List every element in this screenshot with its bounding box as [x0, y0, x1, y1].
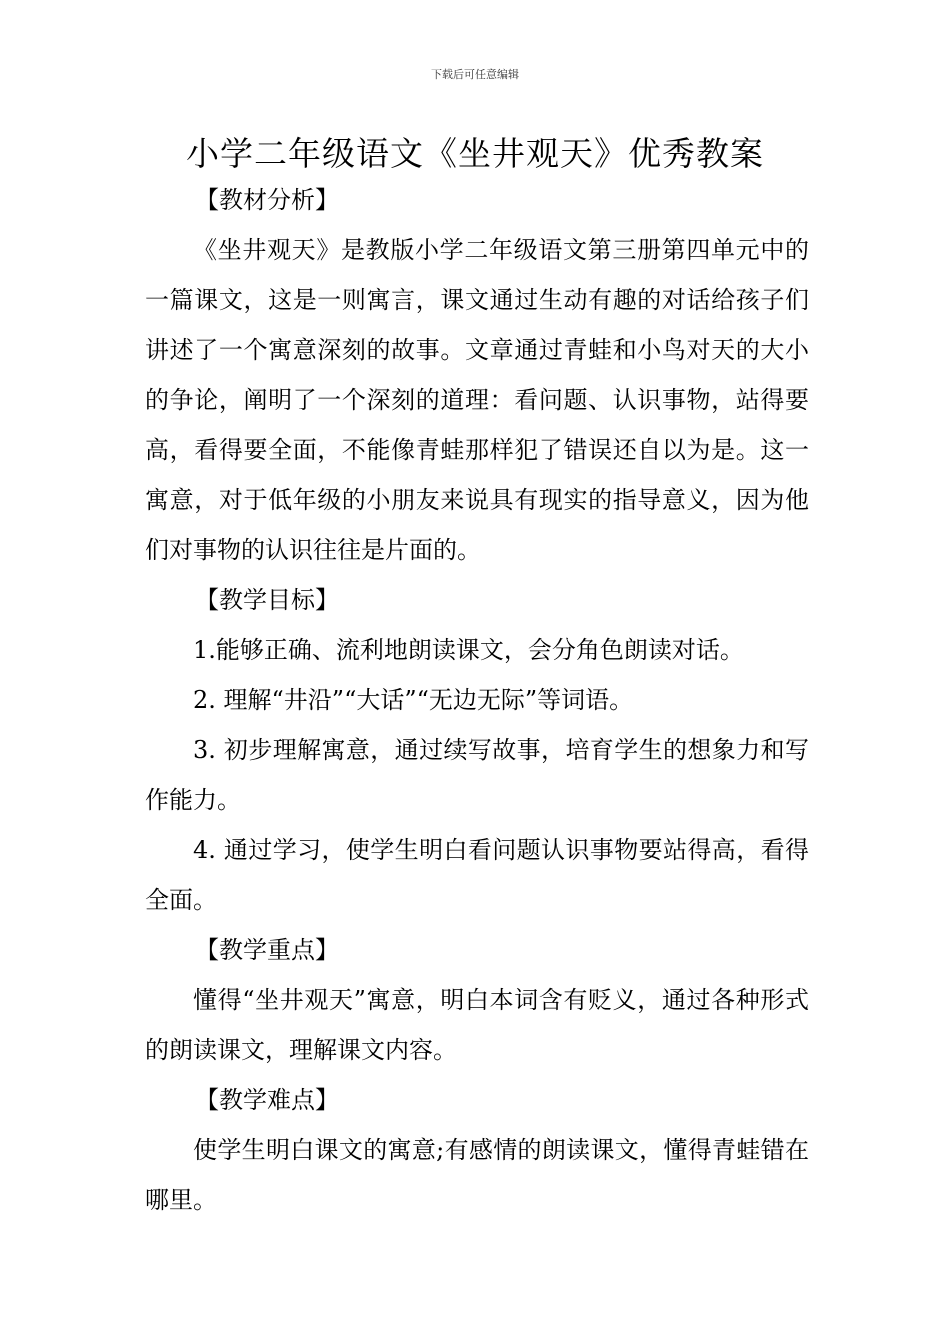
goal-item-3: 3. 初步理解寓意，通过续写故事，培育学生的想象力和写作能力。	[145, 736, 809, 814]
goal-item-4: 4. 通过学习，使学生明白看问题认识事物要站得高，看得全面。	[145, 836, 809, 914]
document-body	[145, 175, 809, 1225]
goal-item-1: 1.能够正确、流利地朗读课文，会分角色朗读对话。	[193, 636, 744, 664]
key-heading: 【教学重点】	[195, 936, 339, 964]
header-note: 下载后可任意编辑	[431, 68, 519, 81]
analysis-paragraph: 《坐井观天》是教版小学二年级语文第三册第四单元中的一篇课文，这是一则寓言，课文通过生动有趣的对话给孩子们讲述了一个寓意深刻的故事。文章通过青蛙和小鸟对天的大小的争论，阐明了一个深刻的道理：看问题、认识事物，站得要高，看得要全面，不能像青蛙那样犯了错误还自以为是。这一寓意，对于低年级的小朋友来说具有现实的指导意义，因为他们对事物的认识往往是片面的。	[145, 236, 809, 564]
goal-item-2: 2. 理解“井沿”“大话”“无边无际”等词语。	[193, 686, 634, 714]
analysis-heading: 【教材分析】	[195, 186, 339, 214]
difficulty-heading: 【教学难点】	[195, 1086, 339, 1114]
key-paragraph: 懂得“坐井观天”寓意，明白本词含有贬义，通过各种形式的朗读课文，理解课文内容。	[145, 986, 809, 1064]
difficulty-paragraph: 使学生明白课文的寓意;有感情的朗读课文，懂得青蛙错在哪里。	[145, 1136, 809, 1214]
goals-heading: 【教学目标】	[195, 586, 339, 614]
document-title: 小学二年级语文《坐井观天》优秀教案	[186, 134, 764, 173]
